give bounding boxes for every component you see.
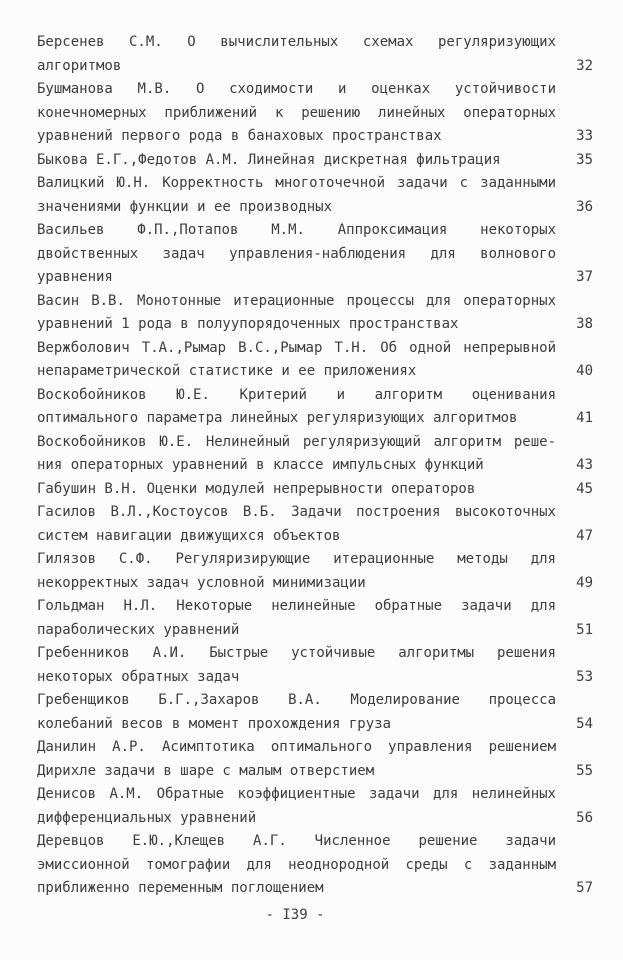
entry-text: значениями функции и ее производных: [37, 198, 333, 215]
entry-last-line: [37, 525, 593, 549]
toc-entry: [37, 431, 593, 478]
entry-last-line: [37, 149, 593, 173]
entry-last-line: [37, 266, 593, 290]
entry-text: уравнений 1 рода в полуупорядоченных пространствах: [37, 316, 459, 332]
entry-text: непараметрической статистике и ее приложениях: [37, 363, 417, 379]
entry-page-number: 38: [576, 316, 593, 332]
toc-entry: [37, 172, 593, 219]
entry-last-line: [37, 407, 593, 431]
entry-page-number: 43: [576, 457, 593, 473]
entry-page-number: 35: [576, 151, 593, 168]
entry-line: Гилязов С.Ф. Регуляризирующие итерационные методы для: [37, 551, 556, 567]
entry-text: приближенно переменным поглощением: [37, 880, 324, 896]
entry-page-number: 36: [576, 198, 593, 215]
toc-entry: [37, 384, 593, 431]
toc-entry: [37, 783, 593, 830]
entry-last-line: [37, 478, 593, 502]
entry-page-number: 49: [576, 574, 593, 591]
entry-last-line: [37, 196, 593, 220]
entry-page-number: 33: [576, 128, 593, 144]
entry-line: Берсенев С.М. О вычислительных схемах регуляризующих: [37, 34, 556, 50]
toc-entry: [37, 78, 593, 149]
entry-text: алгоритмов: [37, 57, 122, 74]
toc-entry: [37, 337, 593, 384]
entry-last-line: [37, 360, 593, 384]
entry-last-line: [37, 125, 593, 149]
entry-page-number: 53: [576, 668, 593, 685]
entry-page-number: 45: [576, 480, 593, 497]
entry-page-number: 32: [576, 57, 593, 74]
entry-text: параболических уравнений: [37, 621, 240, 638]
entry-line: Вержболович Т.А.,Рымар В.С.,Рымар Т.Н. Об одной непрерывной: [37, 339, 556, 356]
entry-last-line: [37, 55, 593, 79]
entry-last-line: [37, 807, 593, 831]
entry-text: систем навигации движущихся объектов: [37, 527, 341, 544]
entry-page-number: 56: [576, 809, 593, 826]
entry-text: Габушин В.Н. Оценки модулей непрерывности операторов: [37, 480, 476, 497]
entry-page-number: 54: [576, 715, 593, 732]
entry-line: Васильев Ф.П.,Потапов М.М. Аппроксимация некоторых: [37, 222, 556, 238]
entry-line: Денисов А.М. Обратные коэффициентные задачи для нелинейных: [37, 786, 556, 802]
entry-last-line: [37, 713, 593, 737]
entry-text: колебаний весов в момент прохождения груза: [37, 715, 392, 732]
entry-text: некоторых обратных задач: [37, 668, 240, 685]
entry-line: Воскобойников Ю.Е. Критерий и алгоритм оценивания: [37, 386, 556, 403]
entry-line: Воскобойников Ю.Е. Нелинейный регуляризующий алгоритм реше-: [37, 433, 556, 450]
entry-page-number: 37: [576, 269, 593, 285]
entry-text: уравнения: [37, 269, 113, 285]
entry-page-number: 47: [576, 527, 593, 544]
entry-text: ния операторных уравнений в классе импульсных функций: [37, 457, 484, 473]
entry-page-number: 55: [576, 762, 593, 779]
toc-entry: [37, 642, 593, 689]
entry-line: Бушманова М.В. О сходимости и оценках устойчивости: [37, 81, 556, 97]
entry-text: уравнений первого рода в банаховых пространствах: [37, 128, 442, 144]
entry-page-number: 51: [576, 621, 593, 638]
toc-entry: [37, 736, 593, 783]
toc-entry: [37, 689, 593, 736]
entry-line: Гольдман Н.Л. Некоторые нелинейные обратные задачи для: [37, 598, 556, 614]
entry-line: Гребенников А.И. Быстрые устойчивые алгоритмы решения: [37, 645, 556, 661]
toc-entry: [37, 290, 593, 337]
entry-text: Быкова Е.Г.,Федотов А.М. Линейная дискретная фильтрация: [37, 151, 501, 168]
entry-text: Дирихле задачи в шаре с малым отверстием: [37, 762, 375, 779]
entry-page-number: 40: [576, 363, 593, 379]
entry-last-line: [37, 619, 593, 643]
entry-last-line: [37, 666, 593, 690]
toc-entry: [37, 548, 593, 595]
toc-entry: [37, 149, 593, 173]
entry-line: Гасилов В.Л.,Костоусов В.Б. Задачи построения высокоточных: [37, 504, 556, 520]
toc-entry: [37, 501, 593, 548]
entry-last-line: [37, 313, 593, 337]
entry-last-line: [37, 454, 593, 478]
page-number-footer: - I39 -: [265, 907, 325, 923]
entry-line: конечномерных приближений к решению линейных операторных: [37, 104, 556, 121]
toc-entry: [37, 830, 593, 901]
entry-page-number: 57: [576, 880, 593, 896]
entry-line: двойственных задач управления-наблюдения для волнового: [37, 245, 556, 262]
toc-entry: [37, 478, 593, 502]
entry-line: Деревцов Е.Ю.,Клещев А.Г. Численное решение задачи: [37, 833, 556, 849]
entry-line: Васин В.В. Монотонные итерационные процессы для операторных: [37, 292, 556, 309]
entry-page-number: 41: [576, 410, 593, 426]
entry-last-line: [37, 760, 593, 784]
toc-entry: [37, 31, 593, 78]
entry-last-line: [37, 877, 593, 901]
entry-text: дифференциальных уравнений: [37, 809, 257, 826]
entry-line: Валицкий Ю.Н. Корректность многоточечной задачи с заданными: [37, 175, 556, 191]
toc-entry: [37, 219, 593, 290]
entry-text: некорректных задач условной минимизации: [37, 574, 366, 591]
entry-line: Данилин А.Р. Асимптотика оптимального управления решением: [37, 739, 556, 755]
entry-line: Гребенщиков Б.Г.,Захаров В.А. Моделирование процесса: [37, 692, 556, 708]
entry-text: оптимального параметра линейных регуляризующих алгоритмов: [37, 410, 518, 426]
entry-last-line: [37, 572, 593, 596]
toc-entry: [37, 595, 593, 642]
toc: [37, 31, 593, 901]
entry-line: эмиссионной томографии для неоднородной среды с заданным: [37, 856, 556, 873]
